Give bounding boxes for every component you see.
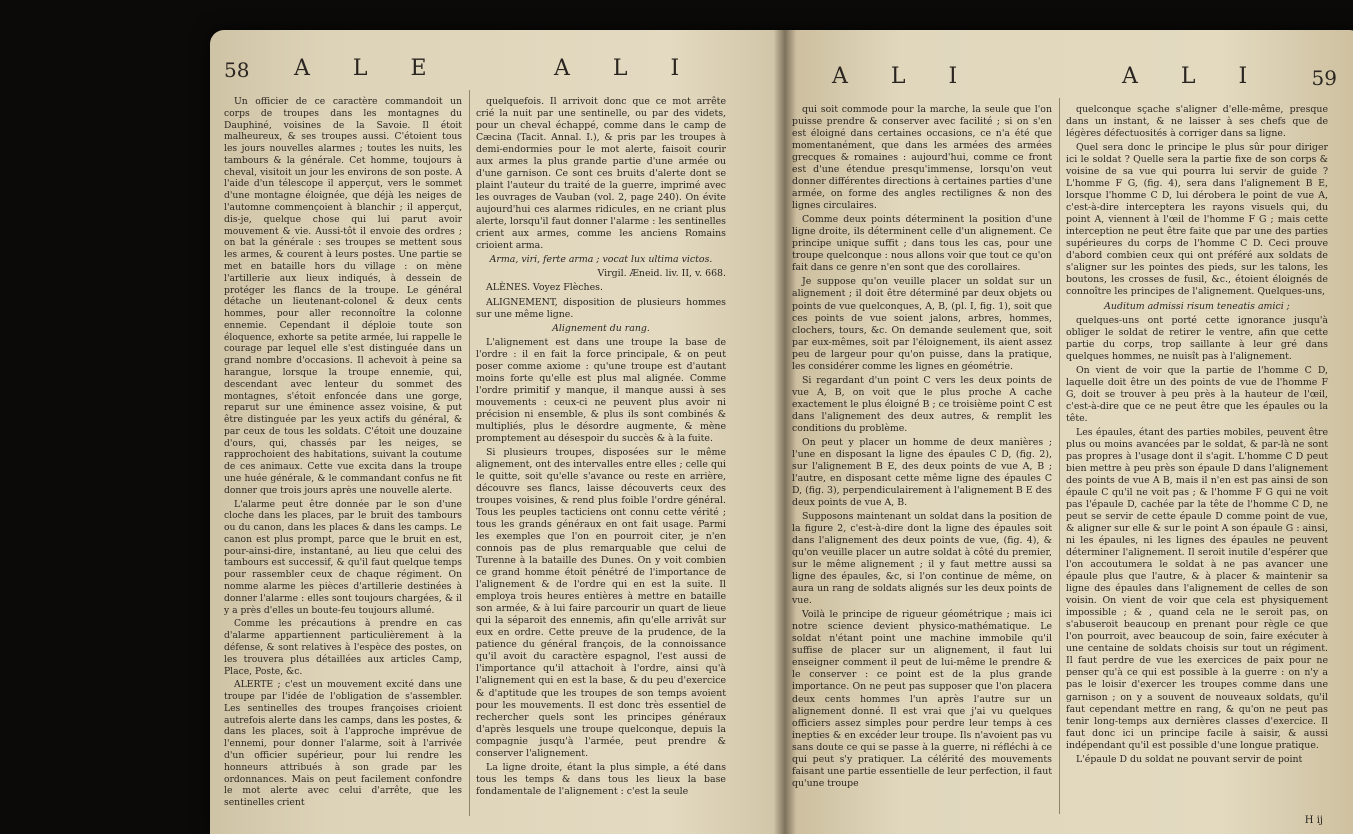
running-head — [792, 64, 1337, 96]
paragraph: L'épaule D du soldat ne pouvant servir de point — [1076, 753, 1303, 765]
citation: Virgil. Æneid. liv. II, v. 668. — [597, 268, 726, 280]
page-number: 59 — [1311, 66, 1337, 90]
paragraph: quelquefois. Il arrivoit donc que ce mot arrête crié la nuit par une sentinelle, ou par des videts, pour un cheval échappé, comme dans le camp de Cæcina (Tacit. Annal. I.), & pris par les troupes à demi-endormies pour le mot alerte, faisoit courir aux armes la plus grande partie d'une armée ou d'une garnison. Ce sont ces bruits d'alerte dont se plaint l'auteur du traité de la guerre, imprimé avec les ouvrages de Vauban (vol. 2, page 240). On évite aujourd'hui ces alarmes ridicules, en ne criant plus alerte, lorsqu'il faut donner l'alarme : les sentinelles crient aux armes, comme les anciens Romains crioient arma. — [476, 96, 726, 252]
paragraph: quelques-uns ont porté cette ignorance jusqu'à obliger le soldat de retirer le ventre, afin que cette partie du corps, trop saillante à leur gré dans quelques hommes, ne nuisît pas à l'alignement. — [1066, 314, 1328, 362]
paragraph: On vient de voir que la partie de l'homme C D, laquelle doit être un des points de vue de l'homme F G, doit se trouver à peu près à la hauteur de l'œil, c'est-à-dire que ce ne peut être que les épaules ou la tête. — [1066, 364, 1328, 424]
paragraph: Quel sera donc le principe le plus sûr pour diriger ici le soldat ? Quelle sera la partie fixe de son corps & voisine de sa vue qui pourra lui servir de guide ? L'homme F G, (fig. 4), sera dans l'alignement B E, lorsque l'homme C D, lui dérobera le point de vue A, c'est-à-dire interceptera les rayons visuels qui, du point A, viennent à l'œil de l'homme F G ; mais cette interception ne peut être faite que par une des parties supérieures du corps de l'homme C D. Ceci prouve d'abord combien ceux qui ont préféré aux soldats de s'aligner sur les pointes des pieds, sur les talons, les boutons, les crosses de fusil, &c., étoient éloignés de connoître les principes de l'alignement. Quelques-uns, — [1066, 142, 1328, 298]
verse-quote: Arma, viri, ferte arma ; vocat lux ultima victos. — [489, 254, 713, 266]
entry-alignement: ALIGNEMENT, disposition de plusieurs hommes sur une même ligne. — [476, 296, 726, 320]
running-head — [224, 56, 749, 88]
paragraph: La ligne droite, étant la plus simple, a été dans tous les temps & dans tous les lieux la base fondamentale de l'alignement : c'est la seule — [476, 761, 726, 797]
paragraph: Supposons maintenant un soldat dans la position de la figure 2, c'est-à-dire dont la ligne des épaules soit dans l'alignement des deux points de vue, (fig. 4), & qu'on veuille placer un autre soldat à côté du premier, sur le même alignement ; il y faut mettre aussi sa ligne des épaules, &c, si l'on continue de même, on aura un rang de soldats alignés sur les deux points de vue. — [792, 511, 1052, 607]
signature-mark: H ij — [1304, 815, 1323, 826]
column-rule — [1059, 98, 1060, 814]
book-spread — [210, 30, 1353, 834]
paragraph: Je suppose qu'on veuille placer un soldat sur un alignement ; il doit être déterminé par deux objets ou points de vue quelconques, A, B, (pl. I, fig. 1), soit que ces points de vue soient jalons, arbres, hommes, clochers, tours, &c. On demande seulement que, soit par eux-mêmes, soit par l'éloignement, ils aient assez peu de largeur pour qu'on puisse, dans la pratique, les considérer comme les lignes en géométrie. — [792, 276, 1052, 372]
paragraph: Comme les précautions à prendre en cas d'alarme appartiennent particulièrement à la défense, & sont relatives à l'espèce des postes, on les trouvera plus détaillées aux articles Camp, Place, Poste, &c. — [224, 618, 462, 677]
running-head-title: A L E — [294, 56, 445, 81]
column-rule — [469, 90, 470, 816]
paragraph: Comme deux points déterminent la position d'une ligne droite, ils déterminent celle d'un alignement. Ce principe unique suffit ; dans tous les cas, pour une troupe quelconque : nous allons voir que tout ce qu'on fait dans ce genre n'en sont que des corollaires. — [792, 214, 1052, 274]
running-head-title: A L I — [832, 64, 976, 89]
text-column-1 — [224, 96, 462, 811]
text-column-1 — [792, 104, 1052, 792]
paragraph: Les épaules, étant des parties mobiles, peuvent être plus ou moins avancées par le soldat, & par-là ne sont pas propres à l'usage dont il s'agit. L'homme C D peut bien mettre à peu près son épaule D dans l'alignement des points de vue A B, mais il n'en est pas ainsi de son épaule C qu'il ne voit pas ; & l'homme F G qui ne voit pas l'épaule D, cachée par la tête de l'homme C D, ne peut se servir de cette épaule D comme point de vue, & aligner sur elle & sur le point A son épaule G : ainsi, ni les épaules, ni les lignes des épaules ne peuvent déterminer l'alignement. Il seroit inutile d'espérer que l'on accoutumera le soldat à ne pas avancer une épaule plus que l'autre, & à placer & maintenir sa ligne des épaules dans l'alignement de celles de son voisin. On vient de voir que cela est physiquement impossible ; & , quand cela ne le seroit pas, on s'abuseroit beaucoup en prenant pour règle ce que l'on pourroit, avec beaucoup de soin, faire exécuter à une centaine de soldats choisis sur tout un régiment. Il faut perdre de vue les exercices de paix pour ne penser qu'à ce qui est possible à la guerre : on n'y a pas le loisir d'exercer les troupes comme dans une garnison ; on y a souvent de nouveaux soldats, qu'il faut cependant mettre en rang, & qu'on ne peut pas tenir long-temps aux dernières classes d'exercice. Il faut donc ici un principe facile à saisir, & aussi indépendant qu'il est possible d'une longue pratique. — [1066, 426, 1328, 751]
paragraph: L'alignement est dans une troupe la base de l'ordre : il en fait la force principale, & on peut poser comme axiome : qu'une troupe est d'autant moins forte qu'elle est plus mal alignée. Comme l'ordre primitif y manque, il manque aussi à ses mouvements : ceux-ci ne peuvent plus avoir ni précision ni ensemble, & plus ils sont combinés & multipliés, plus le désordre augmente, & mène promptement au désespoir du succès & à la fuite. — [476, 336, 726, 444]
entry-alenes: ALÈNES. Voyez Flèches. — [486, 282, 603, 294]
paragraph: ALERTE ; c'est un mouvement excité dans une troupe par l'idée de l'obligation de s'assembler. Les sentinelles des troupes françoises crioient autrefois alerte dans les camps, dans les postes, & dans les places, soit à l'approche imprévue de l'ennemi, pour donner l'alarme, soit à l'arrivée d'un officier supérieur, pour lui rendre les honneurs attribués à son grade par les ordonnances. Mais on peut facilement confondre le mot alerte avec celui d'arrête, que les sentinelles crient — [224, 679, 462, 809]
paragraph: Un officier de ce caractère commandoit un corps de troupes dans les montagnes du Dauphiné, voisines de la Savoie. Il étoit malheureux, & ses troupes aussi. C'étoient tous les jours nouvelles alarmes ; toutes les nuits, les tambours & la générale. Cet homme, toujours à cheval, visitoit un jour les environs de son poste. A l'aide d'un télescope il apperçut, vers le sommet d'une montagne éloignée, que déjà les neiges de l'automne commençoient à blanchir ; il apperçut, dis-je, quelque chose qui lui parut avoir mouvement & vie. Aussi-tôt il envoie des ordres ; on bat la générale : ses troupes se mettent sous les armes, & courent à leurs postes. Une partie se met en bataille hors du village : on mène l'artillerie aux lieux indiqués, à dessein de protéger les flancs de la troupe. Le général détache un lieutenant-colonel & deux cents hommes, pour aller reconnoître la colonne ennemie. Cependant il déploie toute son éloquence, exhorte sa petite armée, lui rappelle le courage par lequel elle s'est distinguée dans un grand nombre d'occasions. Il achevoit à peine sa harangue, lorsque la troupe ennemie, qui, descendant avec lenteur du sommet des montagnes, s'étoit enfoncée dans une gorge, reparut sur une éminence assez voisine, & put être distinguée par les yeux actifs du général, & par ceux de tous les soldats. C'étoit une douzaine d'ours, qui, chassés par les neiges, se rapprochoient des habitations, suivant la coutume de ces animaux. Cette vue excita dans la troupe une huée générale, & le commandant confus ne fit donner que trois jours après une nouvelle alerte. — [224, 96, 462, 496]
page-number: 58 — [224, 58, 250, 82]
left-page — [224, 56, 749, 826]
paragraph: Si plusieurs troupes, disposées sur le même alignement, ont des intervalles entre elles ; celle qui le quitte, soit qu'elle s'avance ou reste en arrière, découvre ses flancs, laisse découverts ceux des troupes voisines, & rend plus foible l'ordre général. Tous les peuples tacticiens ont connu cette vérité ; tous les grands généraux en ont fait usage. Parmi les exemples que l'on en pourroit citer, je n'en connois pas de plus remarquable que celui de Turenne à la bataille des Dunes. On y voit combien ce grand homme étoit pénétré de l'importance de l'alignement & de l'ordre qui en est la suite. Il employa trois heures entières à mettre en bataille son armée, & à lui faire parcourir un quart de lieue qui la séparoit des ennemis, afin qu'elle arrivât sur eux en ordre. Cette preuve de la prudence, de la patience du général françois, de la connoissance qu'il avoit du caractère espagnol, l'est aussi de l'importance qu'il attachoit à l'ordre, ainsi qu'à l'alignement qui en est la base, & du peu d'exercice & d'aptitude que les troupes de son temps avoient pour les mouvements. Il est donc très essentiel de rechercher quels sont les principes généraux d'après lesquels une troupe quelconque, depuis la compagnie jusqu'à l'armée, peut prendre & conserver l'alignement. — [476, 446, 726, 759]
subheading: Alignement du rang. — [552, 322, 650, 334]
paragraph: quelconque sçache s'aligner d'elle-même, presque dans un instant, & ne laisser à ses chefs que de légères défectuosités à corriger dans sa ligne. — [1066, 104, 1328, 140]
running-head-title-2: A L I — [554, 56, 698, 81]
paragraph: Si regardant d'un point C vers les deux points de vue A, B, on voit que le plus proche A cache exactement le plus éloigné B ; ce troisième point C est dans l'alignement des deux autres, & remplit les conditions du problème. — [792, 374, 1052, 434]
text-column-2 — [1066, 104, 1328, 768]
paragraph: qui soit commode pour la marche, la seule que l'on puisse prendre & conserver avec facilité ; si on s'en est éloigné dans certaines occasions, ce n'a été que momentanément, que dans les armées des armées grecques & romaines : aujourd'hui, comme ce front est d'une étendue presqu'immense, lorsqu'on veut donner différentes directions à certaines parties d'une armée, on forme des angles rectilignes & non des lignes circulaires. — [792, 104, 1052, 212]
paragraph: Voilà le principe de rigueur géométrique ; mais ici notre science devient physico-mathématique. Le soldat n'étant point une machine immobile qu'il suffise de placer sur un alignement, il faut lui enseigner comment il peut de lui-même le prendre & le conserver : ce point est de la plus grande importance. On ne peut pas supposer que l'on placera deux cents hommes l'un après l'autre sur un alignement donné. Il est vrai que j'ai vu quelques officiers assez simples pour perdre leur temps à ces inepties & en excéder leur troupe. Ils n'avoient pas vu sans doute ce qui se passe à la guerre, ni réfléchi à ce qui peut s'y pratiquer. La célérité des mouvements faisant une partie essentielle de leur perfection, il faut qu'une troupe — [792, 609, 1052, 789]
text-column-2 — [476, 96, 726, 800]
paragraph: L'alarme peut être donnée par le son d'une cloche dans les places, par le bruit des tambours ou du canon, dans les places & dans les camps. Le canon est plus prompt, parce que le bruit en est, pour-ainsi-dire, instantané, au lieu que celui des tambours est successif, & qu'il faut quelque temps pour rassembler ceux de chaque régiment. On nomme alarme les pièces d'artillerie destinées à donner l'alarme : elles sont toujours chargées, & il y a près d'elles un boute-feu toujours allumé. — [224, 498, 462, 616]
paragraph: On peut y placer un homme de deux manières ; l'une en disposant la ligne des épaules C D, (fig. 2), sur l'alignement B E, des deux points de vue A, B ; l'autre, en disposant cette même ligne des épaules C D, (fig. 3), perpendiculairement à l'alignement B E des deux points de vue A, B. — [792, 436, 1052, 508]
right-page — [792, 64, 1337, 824]
verse-quote: Auditum admissi risum teneatis amici ; — [1104, 300, 1290, 312]
running-head-title-2: A L I — [1122, 64, 1266, 89]
